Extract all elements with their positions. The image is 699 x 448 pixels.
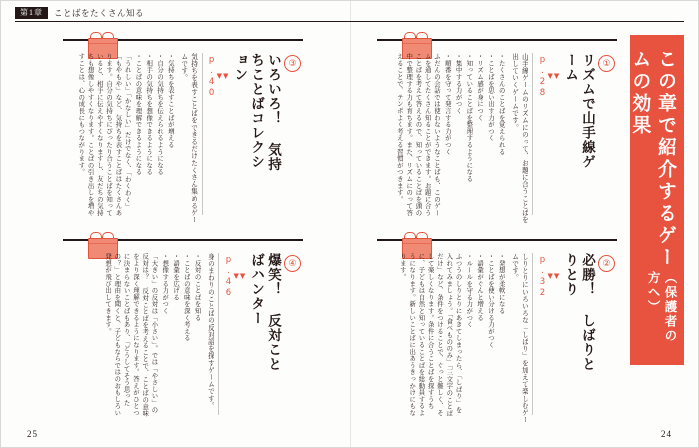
card-bullet: ・反対のことばを知る [193, 253, 201, 321]
card-divider [202, 53, 203, 215]
chapter-tag: 第1章 [15, 7, 48, 19]
page-number-right: 24 [661, 429, 672, 439]
card-bullet: ・ことばの意味を深く考える [182, 253, 190, 342]
card-bullet: ・集中する力がつく [454, 53, 462, 115]
section-banner [630, 35, 684, 365]
triangle-icon: ▼▼ [233, 271, 247, 280]
page-number-left: 25 [27, 429, 38, 439]
card-lead: しりとりにいろいろな「しばり」を加えて楽しむゲームです。 [510, 253, 528, 424]
card-divider [218, 253, 219, 415]
triangle-icon: ▼▼ [547, 271, 561, 280]
card-lead: 山手線ゲームのリズムにのって、お題に合うことばを出していくゲームです。 [510, 53, 528, 224]
triangle-icon: ▼▼ [547, 71, 561, 80]
section-banner-sub: （保護者の方へ） [646, 271, 678, 344]
card-page-ref-label: p.46 [223, 255, 234, 299]
card-4 [63, 239, 303, 419]
header-rule [15, 21, 684, 22]
card-2 [377, 239, 617, 424]
card-body: 「うれしい」「かなしい」だけでなく、「わくわく」「もやもや」など、気持ちを表すことばはたくさんあります。自分の気持ちにぴったり合うことばを知っていると、相手に伝えやすくなりますし、友だちの気持ちも想像しやすくなります。ことばの引き出しを増やすことは、心の成長にもつながります。 [77, 53, 131, 217]
card-bullet: ・ルールを守る力がつく [465, 253, 473, 328]
card-page-ref[interactable] [207, 55, 230, 99]
card-bullet: ・自分の気持ちを伝えられるようになる [156, 53, 164, 176]
card-divider [532, 253, 533, 415]
card-page-ref-label: p.32 [537, 255, 548, 299]
card-title: リズムで山手線ゲーム [562, 53, 595, 169]
running-head-title: ことばをたくさん知る [54, 8, 145, 18]
card-bullet: ・想像する力がつく [161, 253, 169, 315]
card-bullet: ・気持ちを表すことばが増える [166, 53, 174, 149]
running-head [15, 7, 144, 19]
card-lead: 気持ちを表すことばをできるだけたくさん集めるゲームです。 [179, 53, 197, 224]
card-body: ふだんの会話では使わないようなことばも、このゲームを通してたくさん知ることができます。お題に合うことばを考えて答えるので、知っていることばを頭の中で整理する力も育ちます。また、リズムにのって答えることで、テンポよく考える習慣がつきます。 [395, 53, 440, 217]
card-title: いろいろ！ 気持ちことばコレクション [231, 53, 281, 172]
card-page-ref-label: p.28 [537, 55, 548, 99]
card-bullet: ・ことばを使い分ける力がつく [486, 253, 494, 349]
card-page-ref[interactable] [223, 255, 246, 299]
section-banner-main: この章で紹介するゲームの効果 [629, 49, 677, 269]
card-number-badge: ① [598, 55, 615, 72]
card-title: 必勝！ しばりとりとり [562, 253, 595, 372]
card-bullet: ・語彙がぐんと増える [476, 253, 484, 321]
card-bullet: ・リズム感が身につく [476, 53, 484, 121]
card-number-badge: ② [598, 255, 615, 272]
card-body: ふつうのしりとりにあきてしまったら、「しばり」を入れてみましょう。「食べもののみ」「三文字のことばだけ」など、条件をつけることで、ぐっと難しく、そして楽しくなります。条件に合うことばを探すうちに、子どもは自然と知っていることばを総動員するようになります。新しいことばに出あうきっかけにもなります。 [398, 253, 462, 417]
card-page-ref[interactable] [537, 255, 560, 299]
card-1 [377, 39, 617, 224]
card-number-badge: ④ [284, 255, 301, 272]
card-bullet: ・順番を守って発言する力がつく [443, 53, 451, 155]
card-divider [532, 53, 533, 215]
card-number-badge: ③ [284, 55, 301, 72]
card-bullet: ・ことばを思い出す力がつく [486, 53, 494, 142]
card-page-ref[interactable] [537, 55, 560, 99]
spread-gutter [350, 1, 351, 447]
card-title: 爆笑！ 反対ことばハンター [248, 253, 281, 372]
triangle-icon: ▼▼ [216, 71, 230, 80]
card-bullet: ・知っていることばを整理するようになる [465, 53, 473, 183]
card-bullet: ・語彙を広げる [172, 253, 180, 301]
card-bullet: ・発想が柔軟になる [497, 253, 505, 315]
card-bullet: ・たくさんのことばを覚えられる [497, 53, 505, 155]
card-3 [63, 39, 303, 224]
card-lead: 身のまわりのことばの反対語を探すゲームです。 [206, 253, 214, 410]
card-bullet: ・相手の気持ちを想像できるようになる [145, 53, 153, 176]
card-page-ref-label: p.40 [206, 55, 217, 99]
card-bullet: ・ことばの意味を理解できるようになる [134, 53, 142, 176]
card-body: 「大きい」の反対は「小さい」。では「やさしい」の反対は？ 反対ことばを考えることで、ことばの意味をより深く理解できるようになります。答えがひとつに決まらないことばもあり、「どうしてそう思ったの？」と理由を聞くと、子どもならではのおもしろい発想が飛び出してきます。 [104, 253, 158, 417]
